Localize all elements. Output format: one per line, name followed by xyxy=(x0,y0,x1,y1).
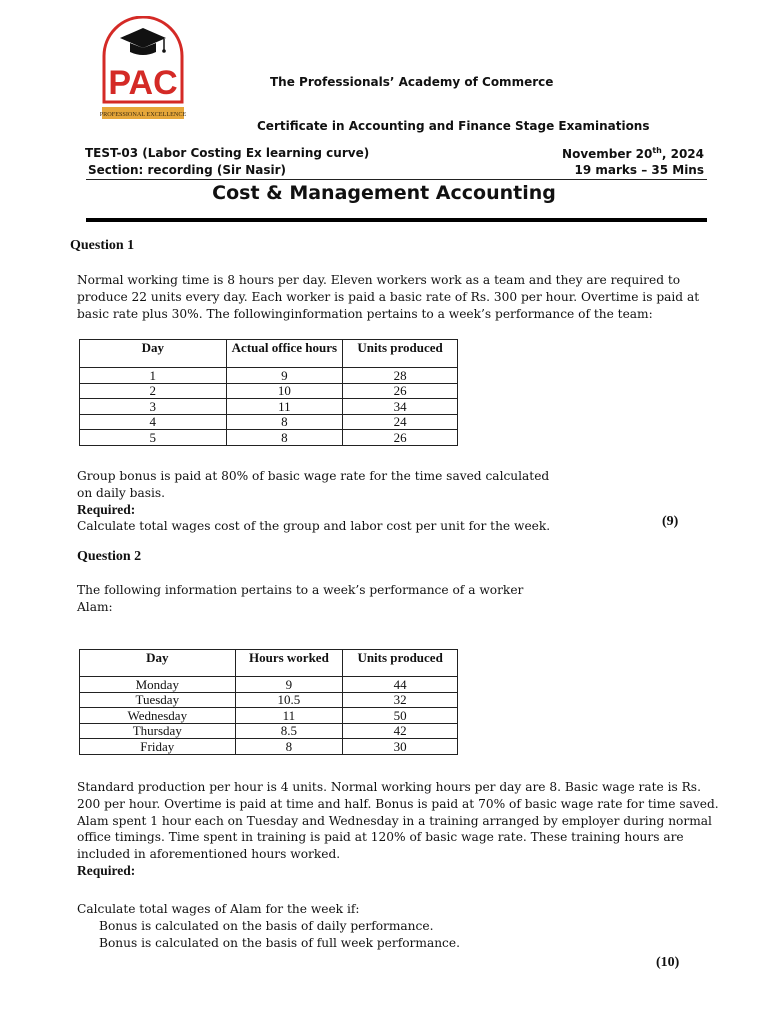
table-row xyxy=(80,430,458,446)
table-row xyxy=(80,723,458,739)
column-header: Day xyxy=(80,340,227,368)
table-cell: 4 xyxy=(80,414,227,430)
table-cell: 30 xyxy=(343,739,458,755)
q2-body-line: 200 per hour. Overtime is paid at time and half. Bonus is paid at 70% of basic wage rate for time saved. xyxy=(77,796,719,811)
table-cell: Wednesday xyxy=(80,708,236,724)
table-row xyxy=(80,739,458,755)
date-prefix: November 20 xyxy=(562,147,653,161)
table-cell: Tuesday xyxy=(80,692,236,708)
q2-option: Bonus is calculated on the basis of full week performance. xyxy=(99,935,460,950)
table-row xyxy=(80,692,458,708)
table-cell: 9 xyxy=(235,677,343,693)
page-title: Cost & Management Accounting xyxy=(212,182,556,204)
q1-bonus-line: Group bonus is paid at 80% of basic wage rate for the time saved calculated xyxy=(77,469,550,483)
table-cell: 42 xyxy=(343,723,458,739)
table-row xyxy=(80,368,458,384)
table-row xyxy=(80,708,458,724)
question-2-intro xyxy=(77,582,537,616)
table-cell: 5 xyxy=(80,430,227,446)
logo-text: PAC xyxy=(108,64,178,102)
test-title: TEST-03 (Labor Costing Ex learning curve) xyxy=(85,146,370,160)
table-cell: 8.5 xyxy=(235,723,343,739)
table-cell: 32 xyxy=(343,692,458,708)
table-cell: 2 xyxy=(80,383,227,399)
q2-calc-intro: Calculate total wages of Alam for the week if: xyxy=(77,902,360,916)
column-header: Day xyxy=(80,650,236,677)
table-cell: 24 xyxy=(343,414,458,430)
worker-performance-table xyxy=(79,649,458,755)
question-2-requirements xyxy=(77,901,577,951)
column-header: Actual office hours xyxy=(226,340,343,368)
title-underline xyxy=(86,218,707,222)
table-header-row xyxy=(80,340,458,368)
table-cell: Monday xyxy=(80,677,236,693)
section-info: Section: recording (Sir Nasir) xyxy=(88,163,286,177)
header-divider xyxy=(86,179,707,180)
table-cell: 44 xyxy=(343,677,458,693)
table-cell: 1 xyxy=(80,368,227,384)
q1-required-label: Required: xyxy=(77,501,136,517)
table-row xyxy=(80,399,458,415)
table-cell: 10 xyxy=(226,383,343,399)
table-cell: 8 xyxy=(235,739,343,755)
q1-intro-line: Normal working time is 8 hours per day. Eleven workers work as a team and they are required to xyxy=(77,273,681,287)
institute-name: The Professionals’ Academy of Commerce xyxy=(270,75,554,89)
table-cell: 50 xyxy=(343,708,458,724)
table-cell: 28 xyxy=(343,368,458,384)
table-cell: 8 xyxy=(226,414,343,430)
table-row xyxy=(80,677,458,693)
date-suffix: , 2024 xyxy=(661,147,704,161)
question-2-heading: Question 2 xyxy=(77,549,142,564)
pac-logo xyxy=(100,16,186,122)
group-bonus-text xyxy=(77,468,551,535)
table-header-row xyxy=(80,650,458,677)
q2-body-line: office timings. Time spent in training is paid at 120% of basic wage rate. These training hours are xyxy=(77,830,684,845)
logo-tagline: PROFESSIONAL EXCELLENCE xyxy=(100,111,186,118)
question-1-heading: Question 1 xyxy=(70,238,135,253)
question-2-body xyxy=(77,779,719,880)
table-cell: Friday xyxy=(80,739,236,755)
q2-intro-line: The following information pertains to a week’s performance of a worker xyxy=(77,583,524,597)
table-cell: 34 xyxy=(343,399,458,415)
table-cell: 11 xyxy=(235,708,343,724)
exam-date xyxy=(562,146,704,161)
q2-body-line: Alam spent 1 hour each on Tuesday and Wednesday in a training arranged by employer during normal xyxy=(77,813,712,828)
q2-body-line: Standard production per hour is 4 units. Normal working hours per day are 8. Basic wage rate is Rs. xyxy=(77,780,701,794)
marks-time: 19 marks – 35 Mins xyxy=(574,163,704,177)
column-header: Units produced xyxy=(343,340,458,368)
q1-intro-line: produce 22 units every day. Each worker is paid a basic rate of Rs. 300 per hour. Overtime is paid at xyxy=(77,289,700,304)
q2-body-line: included in aforementioned hours worked. xyxy=(77,847,341,862)
certificate-title: Certificate in Accounting and Finance Stage Examinations xyxy=(257,119,650,133)
table-row xyxy=(80,414,458,430)
table-cell: 9 xyxy=(226,368,343,384)
q2-option: Bonus is calculated on the basis of daily performance. xyxy=(99,918,434,933)
table-cell: 26 xyxy=(343,430,458,446)
q2-required-label: Required: xyxy=(77,862,136,878)
question-2-marks: (10) xyxy=(656,955,680,970)
q1-intro-line: basic rate plus 30%. The followinginformation pertains to a week’s performance of the team: xyxy=(77,306,653,321)
table-cell: 8 xyxy=(226,430,343,446)
date-sup: th xyxy=(652,146,662,155)
q2-intro-line: Alam: xyxy=(77,599,113,614)
table-cell: Thursday xyxy=(80,723,236,739)
q1-required-text: Calculate total wages cost of the group and labor cost per unit for the week. xyxy=(77,519,551,534)
question-1-marks: (9) xyxy=(662,514,679,529)
table-cell: 26 xyxy=(343,383,458,399)
pac-logo-graphic xyxy=(100,16,186,122)
table-row xyxy=(80,383,458,399)
team-performance-table xyxy=(79,339,458,446)
question-1-intro xyxy=(77,272,700,322)
column-header: Hours worked xyxy=(235,650,343,677)
table-cell: 10.5 xyxy=(235,692,343,708)
column-header: Units produced xyxy=(343,650,458,677)
table-cell: 3 xyxy=(80,399,227,415)
table-cell: 11 xyxy=(226,399,343,415)
q1-bonus-line: on daily basis. xyxy=(77,485,166,500)
